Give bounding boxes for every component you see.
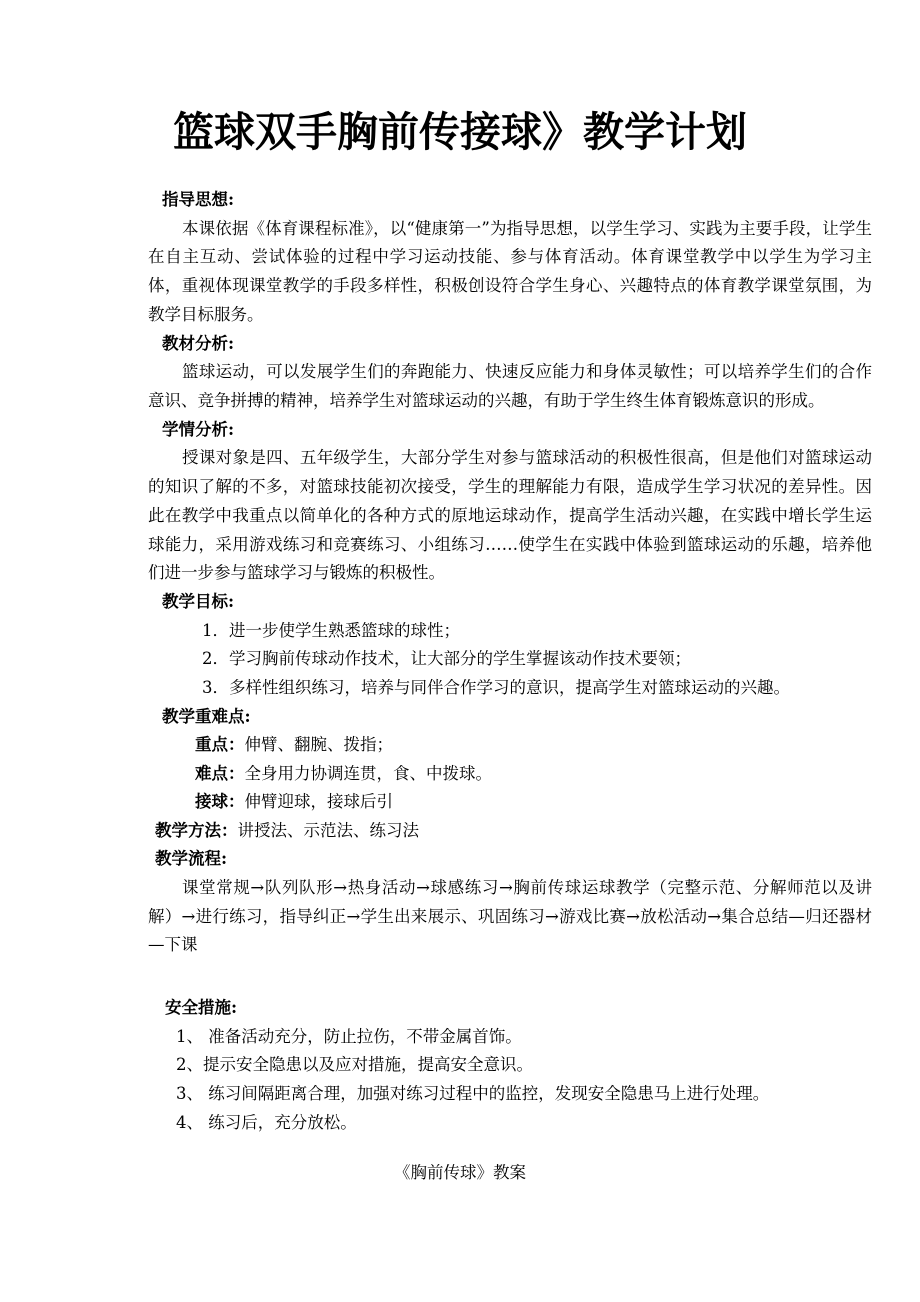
list-item: 1．进一步使学生熟悉篮球的球性； bbox=[202, 620, 460, 640]
sub-item-text: 伸臂、翻腕、拨指； bbox=[244, 735, 393, 755]
list-item bbox=[195, 731, 872, 760]
sub-item-label: 接球： bbox=[195, 792, 245, 812]
list-item: 2、提示安全隐患以及应对措施，提高安全意识。 bbox=[176, 1055, 533, 1075]
paragraph-material-analysis: 篮球运动，可以发展学生们的奔跑能力、快速反应能力和身体灵敏性；可以培养学生们的合作意识、竞争拼搏的精神，培养学生对篮球运动的兴趣，有助于学生终生体育锻炼意识的形成。 bbox=[148, 362, 872, 410]
list-item: 2．学习胸前传球动作技术，让大部分的学生掌握该动作技术要领； bbox=[202, 649, 691, 669]
teaching-methods-value: 讲授法、示范法、练习法 bbox=[237, 820, 419, 840]
document-footer: 《胸前传球》教案 bbox=[394, 1163, 526, 1182]
list-item bbox=[195, 760, 872, 789]
section-student-analysis bbox=[148, 416, 872, 588]
section-key-difficult-points bbox=[148, 703, 872, 817]
sub-item-label: 难点： bbox=[195, 763, 245, 783]
section-heading-key-difficult-points: 教学重难点: bbox=[162, 706, 251, 726]
section-guiding-thought bbox=[148, 186, 872, 330]
section-heading-teaching-methods: 教学方法： bbox=[155, 820, 238, 840]
document-body bbox=[148, 186, 872, 1137]
section-heading-student-analysis: 学情分析: bbox=[162, 419, 235, 439]
section-teaching-flow bbox=[148, 845, 872, 960]
paragraph-guiding-thought: 本课依据《体育课程标准》，以“健康第一”为指导思想，以学生学习、实践为主要手段，让学生在自主互动、尝试体验的过程中学习运动技能、参与体育活动。体育课堂教学中以学生为学习主体，重视体现课堂教学的手段多样性，积极创设符合学生身心、兴趣特点的体育教学课堂氛围，为教学目标服务。 bbox=[148, 218, 872, 324]
list-item: 4、 练习后，充分放松。 bbox=[176, 1112, 357, 1132]
list-item: 3、 练习间隔距离合理，加强对练习过程中的监控，发现安全隐患马上进行处理。 bbox=[176, 1083, 770, 1103]
section-teaching-methods bbox=[148, 817, 872, 846]
section-heading-safety-measures: 安全措施: bbox=[165, 998, 238, 1018]
teaching-methods-line bbox=[155, 817, 872, 846]
section-heading-guiding-thought: 指导思想: bbox=[162, 190, 235, 209]
section-teaching-goals bbox=[148, 588, 872, 702]
paragraph-teaching-flow: 课堂常规→队列队形→热身活动→球感练习→胸前传球运球教学（完整示范、分解师范以及讲解）→进行练习，指导纠正→学生出来展示、巩固练习→游戏比赛→放松活动→集合总结—归还器材—下课 bbox=[148, 877, 872, 955]
page-title: 篮球双手胸前传接球》教学计划 bbox=[173, 108, 747, 156]
spacer bbox=[148, 960, 872, 974]
list-item bbox=[195, 788, 872, 817]
sub-item-text: 伸臂迎球，接球后引 bbox=[244, 792, 393, 812]
list-item: 1、 准备活动充分，防止拉伤，不带金属首饰。 bbox=[176, 1026, 522, 1046]
list-item: 3．多样性组织练习，培养与同伴合作学习的意识，提高学生对篮球运动的兴趣。 bbox=[202, 677, 790, 697]
section-heading-material-analysis: 教材分析: bbox=[162, 333, 235, 353]
sub-item-label: 重点： bbox=[195, 735, 245, 755]
paragraph-student-analysis: 授课对象是四、五年级学生，大部分学生对参与篮球活动的积极性很高，但是他们对篮球运动的知识了解的不多，对篮球技能初次接受，学生的理解能力有限，造成学生学习状况的差异性。因此在教学中我重点以简单化的各种方式的原地运球动作，提高学生活动兴趣，在实践中增长学生运球能力，采用游戏练习和竞赛练习、小组练习……使学生在实践中体验到篮球运动的乐趣，培养他们进一步参与篮球学习与锻炼的积极性。 bbox=[148, 448, 872, 583]
section-material-analysis bbox=[148, 330, 872, 416]
sub-item-text: 全身用力协调连贯，食、中拨球。 bbox=[244, 763, 492, 783]
section-heading-teaching-flow: 教学流程: bbox=[155, 849, 228, 869]
section-safety-measures bbox=[148, 994, 872, 1137]
section-heading-teaching-goals: 教学目标: bbox=[162, 592, 235, 612]
